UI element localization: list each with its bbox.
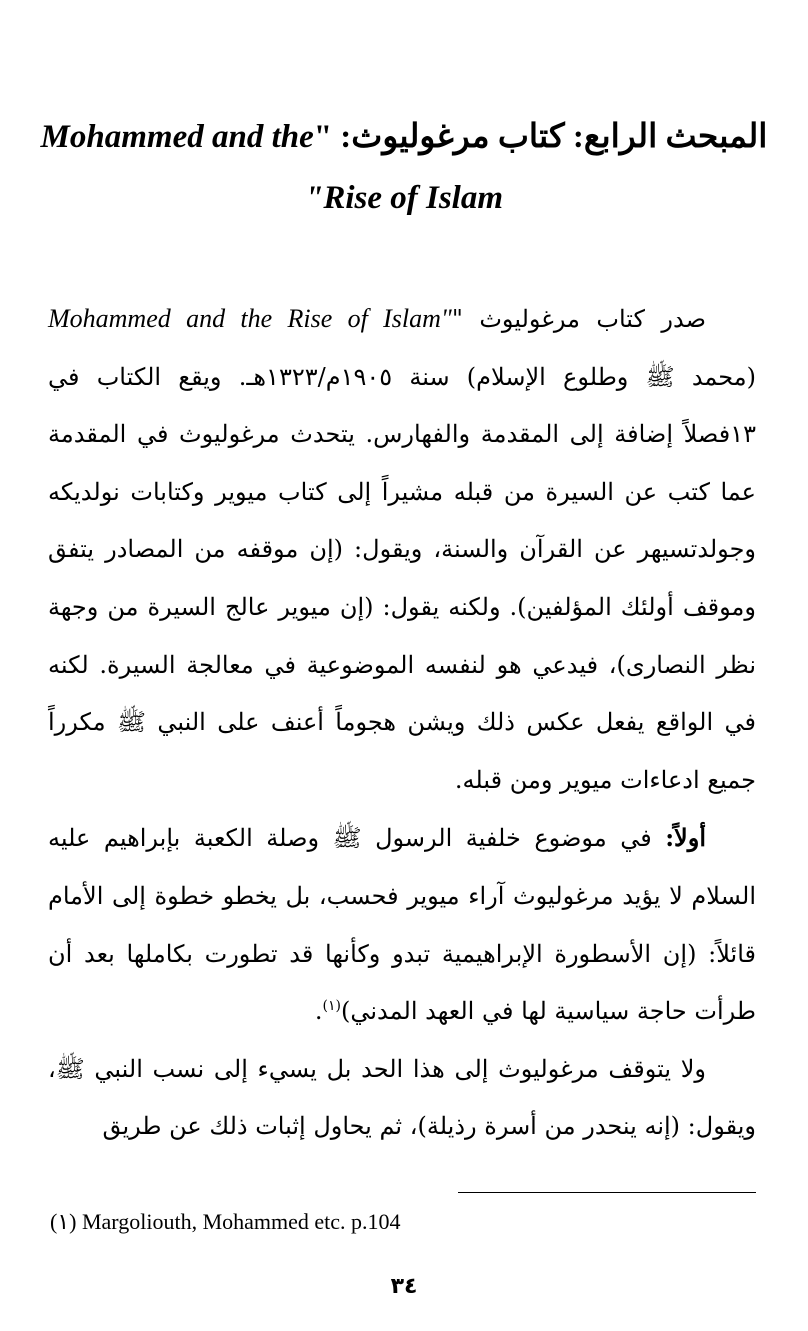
heading-latin: Mohammed and the xyxy=(40,119,314,155)
paragraph-1-latin-title: Mohammed and the Rise of Islam" xyxy=(48,304,452,333)
paragraph-2 xyxy=(48,809,756,1040)
paragraph-2-lead: أولاً: xyxy=(665,823,706,853)
page-number: ٣٤ xyxy=(390,1274,418,1299)
paragraph-1 xyxy=(48,290,756,809)
paragraph-2-end: . xyxy=(314,997,323,1026)
paragraph-2-text: في موضوع خلفية الرسول ﷺ وصلة الكعبة بإبراهيم عليه السلام لا يؤيد مرغوليوث آراء ميوير فحسب، بل يخطو خطوة إلى الأمام قائلاً: (إن الأسطورة الإبراهيمية تبدو وكأنها قد تطورت بكاملها بعد أن طرأت حاجة سياسية لها في العهد المدني) xyxy=(48,824,756,1026)
body-text xyxy=(48,290,756,1156)
footnote-reference: (١) xyxy=(322,998,341,1015)
chapter-heading-line-2 xyxy=(40,175,768,221)
chapter-heading-line-1 xyxy=(40,114,768,160)
paragraph-3 xyxy=(48,1041,756,1156)
footnote-divider xyxy=(458,1192,756,1193)
paragraph-1-arabic-rest: (محمد ﷺ وطلوع الإسلام) سنة ١٩٠٥م/١٣٢٣هـ. ويقع الكتاب في ١٣فصلاً إضافة إلى المقدمة والفهارس. يتحدث مرغوليوث في المقدمة عما كتب عن السيرة من قبله مشيراً إلى كتاب ميوير وكتابات نولديكه وجولدتسيهر عن القرآن والسنة، ويقول: (إن موقفه من المصادر يتفق وموقف أولئك المؤلفين). ولكنه يقول: (إن ميوير عالج السيرة من وجهة نظر النصارى)، فيدعي هو لنفسه الموضوعية في معالجة السيرة. لكنه في الواقع يفعل عكس ذلك ويشن هجوماً أعنف على النبي ﷺ مكرراً جميع ادعاءات ميوير ومن قبله. xyxy=(48,362,757,794)
paragraph-1-arabic-start: صدر كتاب مرغوليوث " xyxy=(451,305,706,333)
heading-arabic: المبحث الرابع: كتاب مرغوليوث: " xyxy=(313,119,768,155)
footnote: (١) Margoliouth, Mohammed etc. p.104 xyxy=(50,1209,401,1234)
heading-latin-continued: "Rise of Islam xyxy=(305,180,503,216)
paragraph-3-text: ولا يتوقف مرغوليوث إلى هذا الحد بل يسيء إلى نسب النبي ﷺ، ويقول: (إنه ينحدر من أسرة رذيلة)، ثم يحاول إثبات ذلك عن طريق xyxy=(48,1054,756,1141)
